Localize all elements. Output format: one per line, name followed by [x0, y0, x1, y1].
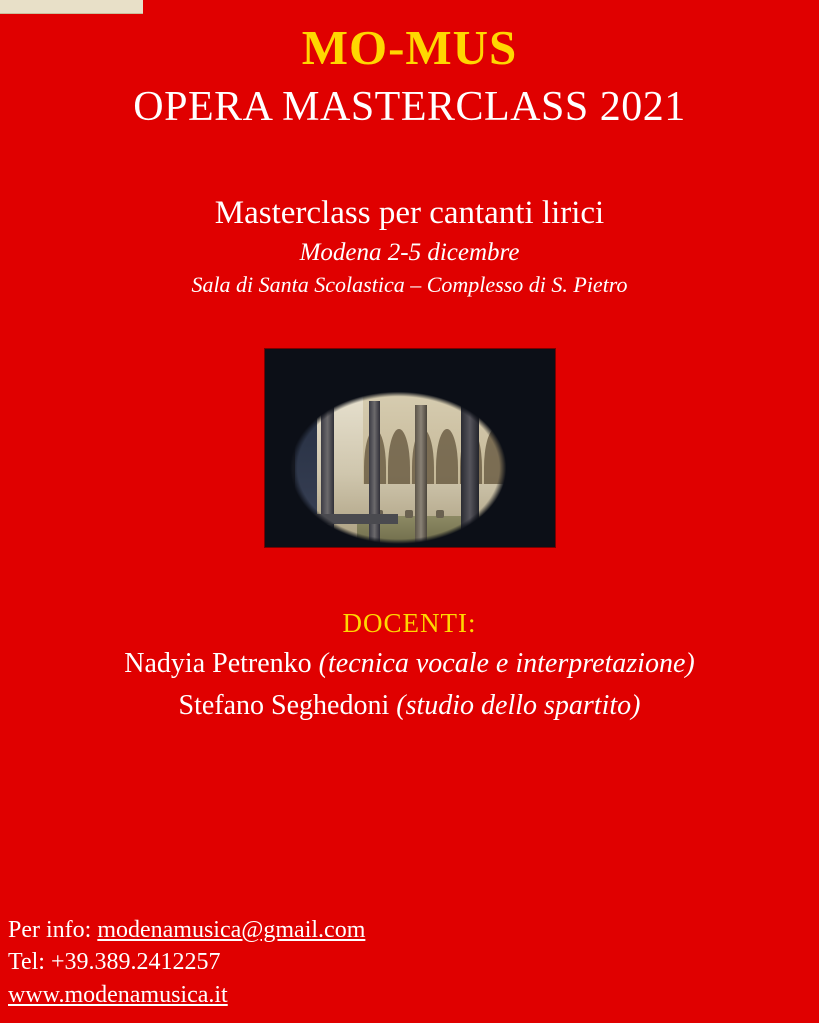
contact-email-link[interactable]: modenamusica@gmail.com [97, 916, 366, 943]
corner-tab [0, 0, 143, 14]
faculty-title: DOCENTI: [342, 608, 477, 639]
contact-phone-label: Tel: [8, 949, 45, 976]
page-title: MO-MUS [301, 20, 518, 75]
faculty-member-name: Stefano Seghedoni [178, 690, 390, 722]
faculty-block [0, 608, 819, 723]
faculty-member-name: Nadyia Petrenko [124, 648, 312, 680]
page-subtitle: OPERA MASTERCLASS 2021 [133, 84, 686, 131]
event-venue: Sala di Santa Scolastica – Complesso di S. Pietro [191, 272, 628, 298]
contact-website-line [8, 979, 365, 1011]
contact-info-label: Per info: [8, 916, 92, 943]
photo-foreground-arch [265, 349, 555, 547]
contact-website-link[interactable]: www.modenamusica.it [8, 981, 228, 1008]
faculty-member [0, 688, 819, 723]
faculty-member-role: (studio dello spartito) [396, 690, 641, 722]
cloister-photo [264, 348, 556, 548]
event-headline: Masterclass per cantanti lirici [214, 194, 605, 231]
contact-phone-value: +39.389.2412257 [50, 949, 221, 976]
contact-phone-line [8, 946, 365, 978]
event-dates: Modena 2-5 dicembre [299, 239, 520, 267]
faculty-member [0, 646, 819, 681]
contact-email-line [8, 914, 365, 946]
event-block [0, 194, 819, 299]
faculty-member-role: (tecnica vocale e interpretazione) [318, 648, 695, 680]
contact-block [8, 914, 365, 1011]
title-block [0, 0, 819, 132]
